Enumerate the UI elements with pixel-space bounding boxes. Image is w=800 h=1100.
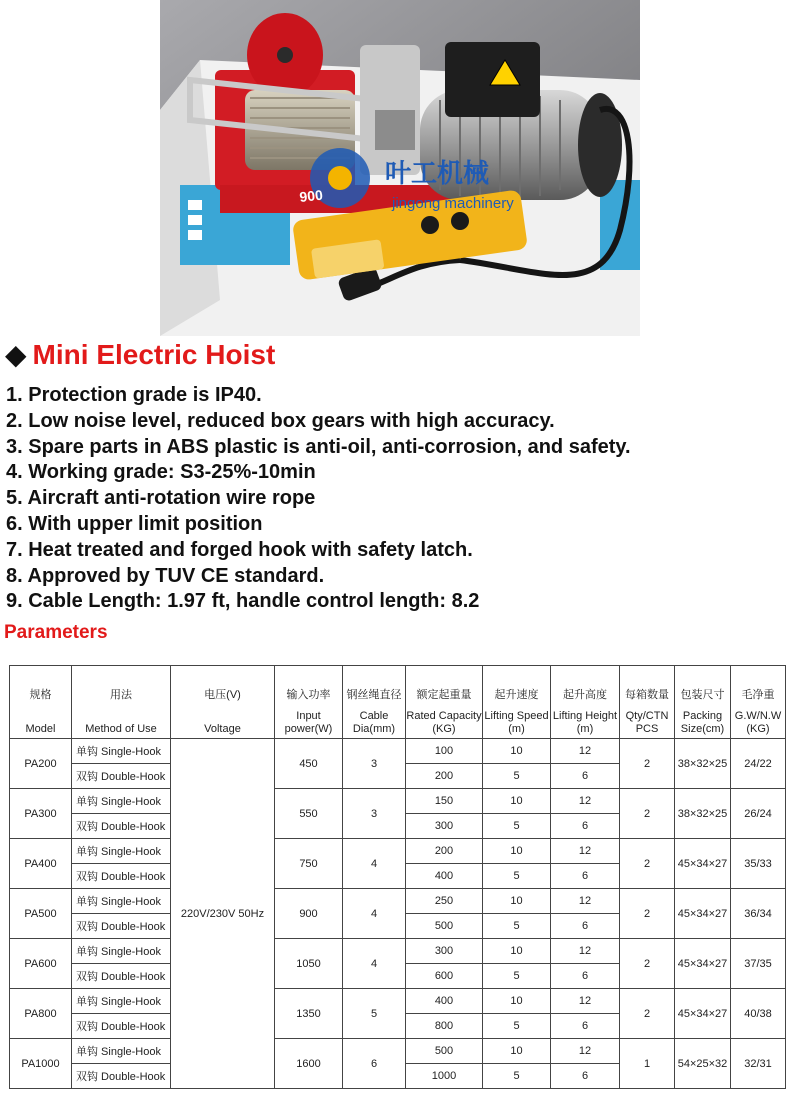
logo-chinese: 叶工机械 xyxy=(385,159,490,189)
cell-capacity: 500 xyxy=(406,1039,483,1064)
cell-method: 双钩 Double-Hook xyxy=(72,914,171,939)
cell-model: PA800 xyxy=(10,989,72,1039)
cell-capacity: 500 xyxy=(406,914,483,939)
logo-english: jingong machinery xyxy=(392,195,514,212)
cell-speed: 5 xyxy=(483,764,551,789)
cell-speed: 5 xyxy=(483,814,551,839)
table-row xyxy=(10,1039,786,1064)
cell-speed: 10 xyxy=(483,939,551,964)
cell-speed: 10 xyxy=(483,1039,551,1064)
cell-height: 6 xyxy=(551,964,620,989)
cell-capacity: 100 xyxy=(406,739,483,764)
cell-speed: 10 xyxy=(483,989,551,1014)
header-packing: 包装尺寸 Packing Size(cm) xyxy=(675,666,731,739)
header-weight: 毛净重 G.W/N.W (KG) xyxy=(731,666,786,739)
cell-qty: 2 xyxy=(620,739,675,789)
red-label-text: 900 xyxy=(298,186,324,205)
cell-height: 12 xyxy=(551,839,620,864)
cell-packing: 45×34×27 xyxy=(675,839,731,889)
header-cable: 钢丝绳直径 Cable Dia(mm) xyxy=(343,666,406,739)
cell-height: 6 xyxy=(551,864,620,889)
diamond-bullet-icon: ◆ xyxy=(5,338,27,371)
cell-power: 750 xyxy=(275,839,343,889)
cell-capacity: 200 xyxy=(406,764,483,789)
cell-capacity: 300 xyxy=(406,939,483,964)
cell-capacity: 400 xyxy=(406,989,483,1014)
cell-method: 单钩 Single-Hook xyxy=(72,939,171,964)
cell-height: 6 xyxy=(551,1014,620,1039)
cell-packing: 54×25×32 xyxy=(675,1039,731,1089)
cell-voltage: 220V/230V 50Hz xyxy=(171,739,275,1089)
cell-capacity: 250 xyxy=(406,889,483,914)
table-row xyxy=(10,939,786,964)
page-title: Mini Electric Hoist xyxy=(32,339,276,370)
header-voltage: 电压(V) Voltage xyxy=(171,666,275,739)
cell-cable: 3 xyxy=(343,739,406,789)
cell-power: 450 xyxy=(275,739,343,789)
cell-capacity: 400 xyxy=(406,864,483,889)
cell-height: 12 xyxy=(551,889,620,914)
header-capacity: 额定起重量 Rated Capacity (KG) xyxy=(406,666,483,739)
header-qty: 每箱数量 Qty/CTN PCS xyxy=(620,666,675,739)
cell-height: 6 xyxy=(551,814,620,839)
cell-method: 双钩 Double-Hook xyxy=(72,764,171,789)
cell-qty: 2 xyxy=(620,789,675,839)
cell-capacity: 300 xyxy=(406,814,483,839)
cell-packing: 45×34×27 xyxy=(675,989,731,1039)
table-row xyxy=(10,839,786,864)
cell-speed: 10 xyxy=(483,789,551,814)
feature-item: 7. Heat treated and forged hook with safety latch. xyxy=(6,538,473,561)
cell-cable: 3 xyxy=(343,789,406,839)
cell-weight: 35/33 xyxy=(731,839,786,889)
table-row xyxy=(10,739,786,764)
header-model: 规格 Model xyxy=(10,666,72,739)
product-heading xyxy=(5,337,275,373)
cell-packing: 38×32×25 xyxy=(675,789,731,839)
cell-model: PA200 xyxy=(10,739,72,789)
cell-height: 12 xyxy=(551,789,620,814)
cell-weight: 24/22 xyxy=(731,739,786,789)
cell-method: 单钩 Single-Hook xyxy=(72,789,171,814)
table-row xyxy=(10,889,786,914)
feature-item: 3. Spare parts in ABS plastic is anti-oil, anti-corrosion, and safety. xyxy=(6,435,631,458)
cell-cable: 4 xyxy=(343,889,406,939)
cell-weight: 40/38 xyxy=(731,989,786,1039)
cell-packing: 45×34×27 xyxy=(675,889,731,939)
table-row xyxy=(10,789,786,814)
cell-speed: 5 xyxy=(483,1014,551,1039)
cell-weight: 36/34 xyxy=(731,889,786,939)
cell-speed: 10 xyxy=(483,889,551,914)
table-row xyxy=(10,989,786,1014)
cell-method: 单钩 Single-Hook xyxy=(72,889,171,914)
cell-method: 双钩 Double-Hook xyxy=(72,1014,171,1039)
cell-weight: 26/24 xyxy=(731,789,786,839)
cell-speed: 5 xyxy=(483,964,551,989)
header-power: 输入功率 Input power(W) xyxy=(275,666,343,739)
cell-height: 12 xyxy=(551,1039,620,1064)
cell-speed: 10 xyxy=(483,739,551,764)
cell-capacity: 200 xyxy=(406,839,483,864)
header-height: 起升高度 Lifting Height (m) xyxy=(551,666,620,739)
cell-height: 6 xyxy=(551,1064,620,1089)
header-method: 用法 Method of Use xyxy=(72,666,171,739)
cell-model: PA400 xyxy=(10,839,72,889)
cell-height: 12 xyxy=(551,739,620,764)
hoist-illustration xyxy=(160,0,640,336)
product-photo xyxy=(160,0,640,336)
cell-method: 单钩 Single-Hook xyxy=(72,989,171,1014)
feature-item: 6. With upper limit position xyxy=(6,512,263,535)
cell-weight: 32/31 xyxy=(731,1039,786,1089)
parameters-table xyxy=(9,665,786,1089)
feature-item: 9. Cable Length: 1.97 ft, handle control length: 8.2 xyxy=(6,590,480,613)
cell-packing: 38×32×25 xyxy=(675,739,731,789)
cell-method: 双钩 Double-Hook xyxy=(72,964,171,989)
feature-item: 1. Protection grade is IP40. xyxy=(6,384,262,406)
cell-model: PA600 xyxy=(10,939,72,989)
cell-method: 双钩 Double-Hook xyxy=(72,864,171,889)
cell-power: 900 xyxy=(275,889,343,939)
cell-power: 550 xyxy=(275,789,343,839)
cell-capacity: 600 xyxy=(406,964,483,989)
cell-qty: 2 xyxy=(620,939,675,989)
cell-power: 1600 xyxy=(275,1039,343,1089)
feature-item: 5. Aircraft anti-rotation wire rope xyxy=(6,487,316,510)
cell-speed: 5 xyxy=(483,1064,551,1089)
feature-list xyxy=(6,383,631,615)
cell-method: 单钩 Single-Hook xyxy=(72,1039,171,1064)
cell-model: PA300 xyxy=(10,789,72,839)
cell-cable: 6 xyxy=(343,1039,406,1089)
cell-speed: 5 xyxy=(483,914,551,939)
cell-qty: 1 xyxy=(620,1039,675,1089)
cell-capacity: 1000 xyxy=(406,1064,483,1089)
cell-method: 双钩 Double-Hook xyxy=(72,1064,171,1089)
cell-qty: 2 xyxy=(620,989,675,1039)
parameters-heading: Parameters xyxy=(4,622,108,643)
cell-model: PA500 xyxy=(10,889,72,939)
cell-power: 1050 xyxy=(275,939,343,989)
cell-height: 6 xyxy=(551,914,620,939)
cell-cable: 4 xyxy=(343,939,406,989)
cell-capacity: 800 xyxy=(406,1014,483,1039)
cell-weight: 37/35 xyxy=(731,939,786,989)
feature-item: 4. Working grade: S3-25%-10min xyxy=(6,461,316,484)
cell-height: 6 xyxy=(551,764,620,789)
cell-power: 1350 xyxy=(275,989,343,1039)
cell-cable: 4 xyxy=(343,839,406,889)
cell-qty: 2 xyxy=(620,839,675,889)
cell-speed: 10 xyxy=(483,839,551,864)
cell-qty: 2 xyxy=(620,889,675,939)
header-speed: 起升速度 Lifting Speed (m) xyxy=(483,666,551,739)
cell-height: 12 xyxy=(551,939,620,964)
cell-speed: 5 xyxy=(483,864,551,889)
cell-packing: 45×34×27 xyxy=(675,939,731,989)
cell-model: PA1000 xyxy=(10,1039,72,1089)
cell-method: 单钩 Single-Hook xyxy=(72,739,171,764)
cell-height: 12 xyxy=(551,989,620,1014)
cell-cable: 5 xyxy=(343,989,406,1039)
cell-capacity: 150 xyxy=(406,789,483,814)
cell-method: 双钩 Double-Hook xyxy=(72,814,171,839)
table-header-row xyxy=(10,666,786,739)
feature-item: 8. Approved by TUV CE standard. xyxy=(6,564,325,587)
cell-method: 单钩 Single-Hook xyxy=(72,839,171,864)
feature-item: 2. Low noise level, reduced box gears with high accuracy. xyxy=(6,409,555,432)
